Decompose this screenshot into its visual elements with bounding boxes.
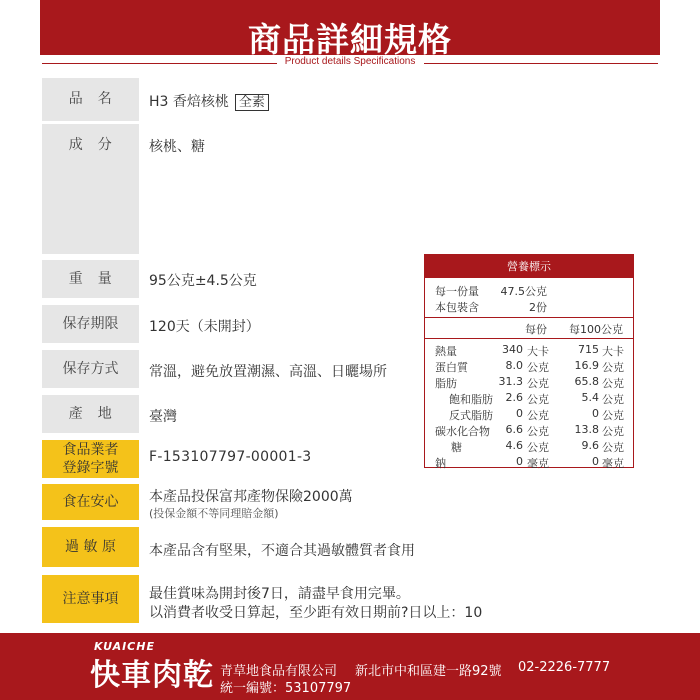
nutrient-value-per-100g: 13.8 bbox=[574, 423, 599, 436]
page-title: 商品詳細規格 bbox=[248, 20, 452, 59]
col-per-serving: 每份 bbox=[525, 323, 547, 336]
col-per-100g: 每100公克 bbox=[569, 323, 623, 336]
nutrient-unit-per-100g: 公克 bbox=[602, 361, 624, 374]
nutrient-unit-per-serving: 毫克 bbox=[527, 457, 549, 470]
label-allergen: 過 敏 原 bbox=[42, 527, 139, 567]
nutrient-unit-per-serving: 公克 bbox=[527, 441, 549, 454]
nutrient-unit-per-serving: 公克 bbox=[527, 361, 549, 374]
nutrient-name: 鈉 bbox=[435, 457, 446, 470]
notice-line-2: 以消費者收受日算起，至少距有效日期前?日以上：10 bbox=[149, 605, 483, 621]
nutrient-unit-per-100g: 公克 bbox=[602, 409, 624, 422]
nutrient-value-per-serving: 31.3 bbox=[498, 375, 523, 388]
serving-size-value: 47.5公克 bbox=[500, 285, 547, 298]
nutrient-name: 脂肪 bbox=[435, 377, 457, 390]
allergen-value: 本產品含有堅果，不適合其過敏體質者食用 bbox=[149, 543, 415, 559]
nutrient-unit-per-serving: 公克 bbox=[527, 409, 549, 422]
nutrient-unit-per-100g: 公克 bbox=[602, 441, 624, 454]
servings-per-pack-value: 2份 bbox=[529, 301, 547, 314]
label-registration bbox=[42, 440, 139, 478]
nutrient-unit-per-100g: 大卡 bbox=[602, 345, 624, 358]
label-origin: 產 地 bbox=[42, 395, 139, 433]
nutrient-unit-per-serving: 公克 bbox=[527, 377, 549, 390]
storage-value: 常溫，避免放置潮濕、高溫、日曬場所 bbox=[149, 364, 387, 380]
nutrient-value-per-100g: 9.6 bbox=[581, 439, 599, 452]
nutrient-value-per-serving: 0 bbox=[516, 455, 523, 468]
product-name-row bbox=[149, 91, 269, 111]
company-tax-id: 統一編號：53107797 bbox=[220, 681, 352, 696]
nutrient-value-per-serving: 4.6 bbox=[505, 439, 523, 452]
brand-logo-zh: 快車肉乾 bbox=[90, 658, 214, 693]
nutrient-name: 反式脂肪 bbox=[449, 409, 493, 422]
nutrient-unit-per-serving: 公克 bbox=[527, 425, 549, 438]
label-shelf-life: 保存期限 bbox=[42, 305, 139, 343]
nutrient-value-per-100g: 65.8 bbox=[574, 375, 599, 388]
nutrient-name: 熱量 bbox=[435, 345, 457, 358]
label-product-name: 品 名 bbox=[42, 78, 139, 121]
insurance-note: (投保金額不等同理賠金額) bbox=[149, 507, 279, 520]
nutrition-divider-1 bbox=[425, 317, 633, 318]
nutrition-title: 營養標示 bbox=[425, 255, 633, 278]
label-weight: 重 量 bbox=[42, 260, 139, 298]
nutrient-value-per-100g: 16.9 bbox=[574, 359, 599, 372]
label-notice: 注意事項 bbox=[42, 575, 139, 623]
weight-value: 95公克±4.5公克 bbox=[149, 273, 257, 289]
page-subtitle: Product details Specifications bbox=[284, 56, 416, 67]
nutrient-value-per-100g: 0 bbox=[592, 407, 599, 420]
nutrition-panel bbox=[424, 254, 634, 468]
company-address: 新北市中和區建一路92號 bbox=[355, 664, 502, 679]
nutrient-value-per-100g: 715 bbox=[578, 343, 599, 356]
shelf-life-value: 120天（未開封） bbox=[149, 319, 260, 335]
product-name: H3 香焙核桃 bbox=[149, 94, 229, 110]
nutrient-name: 糖 bbox=[451, 441, 462, 454]
label-insurance: 食在安心 bbox=[42, 484, 139, 520]
label-ingredients: 成 分 bbox=[42, 124, 139, 254]
nutrient-unit-per-serving: 公克 bbox=[527, 393, 549, 406]
notice-line-1: 最佳賞味為開封後7日，請盡早食用完畢。 bbox=[149, 586, 410, 602]
company-name: 青草地食品有限公司 bbox=[220, 664, 338, 679]
nutrient-unit-per-100g: 公克 bbox=[602, 393, 624, 406]
insurance-value: 本產品投保富邦產物保險2000萬 bbox=[149, 489, 353, 505]
ingredients-value: 核桃、糖 bbox=[149, 139, 205, 155]
nutrient-value-per-serving: 2.6 bbox=[505, 391, 523, 404]
label-storage: 保存方式 bbox=[42, 350, 139, 388]
origin-value: 臺灣 bbox=[149, 409, 177, 425]
vegan-badge: 全素 bbox=[235, 94, 269, 111]
nutrient-name: 蛋白質 bbox=[435, 361, 468, 374]
nutrient-name: 碳水化合物 bbox=[435, 425, 490, 438]
registration-value: F-153107797-00001-3 bbox=[149, 449, 312, 465]
label-registration-line2: 登錄字號 bbox=[62, 460, 119, 476]
nutrient-name: 飽和脂肪 bbox=[449, 393, 493, 406]
label-registration-line1: 食品業者 bbox=[62, 441, 119, 458]
nutrient-unit-per-100g: 公克 bbox=[602, 377, 624, 390]
serving-size-label: 每一份量 bbox=[435, 285, 479, 298]
nutrient-unit-per-100g: 毫克 bbox=[602, 457, 624, 470]
nutrient-unit-per-serving: 大卡 bbox=[527, 345, 549, 358]
nutrient-unit-per-100g: 公克 bbox=[602, 425, 624, 438]
nutrition-divider-2 bbox=[425, 338, 633, 339]
brand-logo-en: KUAICHE bbox=[94, 640, 155, 653]
nutrient-value-per-100g: 5.4 bbox=[581, 391, 599, 404]
nutrient-value-per-serving: 6.6 bbox=[505, 423, 523, 436]
nutrient-value-per-serving: 8.0 bbox=[505, 359, 523, 372]
nutrient-value-per-100g: 0 bbox=[592, 455, 599, 468]
nutrient-value-per-serving: 0 bbox=[516, 407, 523, 420]
servings-per-pack-label: 本包裝含 bbox=[435, 301, 479, 314]
company-phone: 02-2226-7777 bbox=[518, 660, 611, 675]
nutrient-value-per-serving: 340 bbox=[502, 343, 523, 356]
